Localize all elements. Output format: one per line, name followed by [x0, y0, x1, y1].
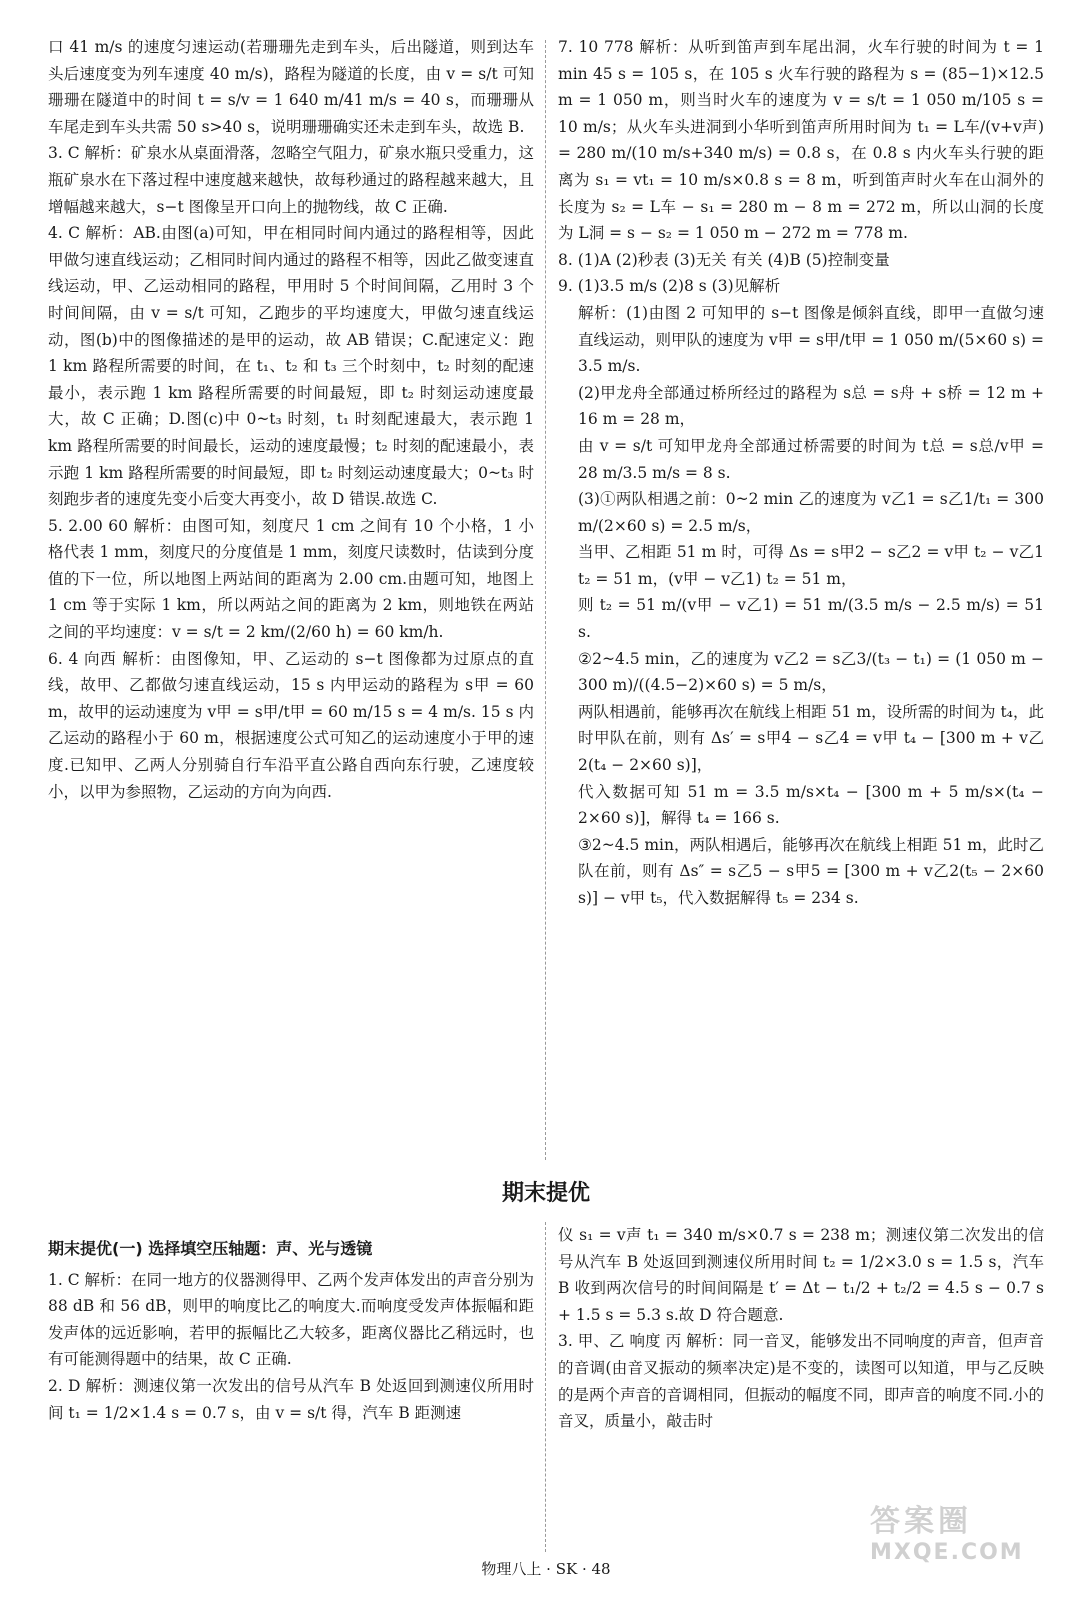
final-answer-2-cont: 仪 s₁ = v声 t₁ = 340 m/s×0.7 s = 238 m；测速仪第二次发出的信号从汽车 B 处返回到测速仪所用时间 t₂ = 1/2×3.0 s = 1.5 s，汽车 B 收到两次信号的时间间隔是 t′ = Δt − t₁/2 + t₂/2 = 4.5 s − 0.7 s + 1.5 s = 5.3 s.故 D 符合题意.	[558, 1226, 1044, 1324]
watermark-text-top: 答案圈	[870, 1504, 972, 1539]
answer-9-part3d: ②2~4.5 min，乙的速度为 v乙2 = s乙3/(t₃ − t₁) = (1 050 m − 300 m)/((4.5−2)×60 s) = 5 m/s，	[578, 649, 1044, 695]
answer-4: 4. C 解析：AB.由图(a)可知，甲在相同时间内通过的路程相等，因此甲做匀速直线运动；乙相同时间内通过的路程不相等，因此乙做变速直线运动，甲、乙运动相同的路程，甲用时 5 个时间间隔，乙用时 3 个时间间隔，由 v = s/t 可知，乙跑步的平均速度大，甲做匀速直线运动，图(b)中的图像描述的是甲的运动，故 AB 错误；C.配速定义：跑 1 km 路程所需要的时间，在 t₁、t₂ 和 t₃ 三个时刻中，t₂ 时刻的配速最小，表示跑 1 km 路程所需要的时间最短，即 t₂ 时刻运动速度最大，故 C 正确；D.图(c)中 0~t₃ 时刻，t₁ 时刻配速最大，表示跑 1 km 路程所需要的时间最长，运动的速度最慢；t₂ 时刻的配速最小，表示跑 1 km 路程所需要的时间最短，即 t₂ 时刻运动速度最大；0~t₃ 时刻跑步者的速度先变小后变大再变小，故 D 错误.故选 C.	[48, 224, 534, 509]
bottom-right-column	[558, 1222, 1044, 1435]
answer-9: 9. (1)3.5 m/s (2)8 s (3)见解析	[558, 277, 781, 296]
column-divider	[545, 40, 546, 1160]
answer-6: 6. 4 向西 解析：由图像知，甲、乙运动的 s−t 图像都为过原点的直线，故甲、乙都做匀速直线运动，15 s 内甲运动的路程为 s甲 = 60 m，故甲的运动速度为 v甲 = s甲/t甲 = 60 m/15 s = 4 m/s. 15 s 内乙运动的路程小于 60 m，根据速度公式可知乙的运动速度小于甲的速度.已知甲、乙两人分别骑自行车沿平直公路自西向东行驶，乙速度较小，以甲为参照物，乙运动的方向为向西.	[48, 649, 534, 801]
answer-9-part1: 解析：(1)由图 2 可知甲的 s−t 图像是倾斜直线，即甲一直做匀速直线运动，则甲队的速度为 v甲 = s甲/t甲 = 1 050 m/(5×60 s) = 3.5 m/s.	[578, 303, 1044, 376]
answer-paragraph: 口 41 m/s 的速度匀速运动(若珊珊先走到车头，后出隧道，则到达车头后速度变为列车速度 40 m/s)，路程为隧道的长度，由 v = s/t 可知珊珊在隧道中的时间 t = s/v = 1 640 m/41 m/s = 40 s，而珊珊从车尾走到车头共需 50 s>40 s，说明珊珊确实还未走到车头，故选 B.	[48, 38, 534, 136]
final-answer-1: 1. C 解析：在同一地方的仪器测得甲、乙两个发声体发出的声音分别为 88 dB 和 56 dB，则甲的响度比乙的响度大.而响度受发声体振幅和距发声体的远近影响，若甲的振幅比乙大较多，距离仪器比乙稍远时，也有可能测得题中的结果，故 C 正确.	[48, 1270, 535, 1369]
right-column	[558, 34, 1044, 912]
watermark-logo	[870, 1496, 1070, 1586]
answer-9-part3c: 则 t₂ = 51 m/(v甲 − v乙1) = 51 m/(3.5 m/s − 2.5 m/s) = 51 s.	[578, 596, 1044, 642]
answer-3: 3. C 解析：矿泉水从桌面滑落，忽略空气阻力，矿泉水瓶只受重力，这瓶矿泉水在下落过程中速度越来越快，故每秒通过的路程越来越大，且增幅越来越大，s−t 图像呈开口向上的抛物线，故 C 正确.	[48, 144, 535, 216]
answer-9-part3g: ③2~4.5 min，两队相遇后，能够再次在航线上相距 51 m，此时乙队在前，则有 Δs″ = s乙5 − s甲5 = [300 m + v乙2(t₅ − 2×60 s)] − v甲 t₅，代入数据解得 t₅ = 234 s.	[578, 835, 1044, 907]
answer-7: 7. 10 778 解析：从听到笛声到车尾出洞，火车行驶的时间为 t = 1 min 45 s = 105 s，在 105 s 火车行驶的路程为 s = (85−1)×12.5 m = 1 050 m，则当时火车的速度为 v = s/t = 1 050 m/105 s = 10 m/s；从火车头进洞到小华听到笛声所用时间为 t₁ = L车/(v+v声) = 280 m/(10 m/s+340 m/s) = 0.8 s，在 0.8 s 内火车头行驶的距离为 s₁ = vt₁ = 10 m/s×0.8 s = 8 m，听到笛声时火车在山洞外的长度为 s₂ = L车 − s₁ = 280 m − 8 m = 272 m，所以山洞的长度为 L洞 = s − s₂ = 1 050 m − 272 m = 778 m.	[558, 38, 1044, 243]
answer-9-part3a: (3)①两队相遇之前：0~2 min 乙的速度为 v乙1 = s乙1/t₁ = 300 m/(2×60 s) = 2.5 m/s，	[578, 490, 1044, 535]
final-answer-2: 2. D 解析：测速仪第一次发出的信号从汽车 B 处返回到测速仪所用时间 t₁ = 1/2×1.4 s = 0.7 s，由 v = s/t 得，汽车 B 距测速	[48, 1376, 534, 1422]
page-footer: 物理八上 · SK · 48	[481, 1560, 611, 1578]
final-answer-3: 3. 甲、乙 响度 丙 解析：同一音叉，能够发出不同响度的声音，但声音的音调(由音叉振动的频率决定)是不变的，读图可以知道，甲与乙反映的是两个声音的音调相同，但振动的幅度不同，即声音的响度不同.小的音叉，质量小，敲击时	[558, 1332, 1044, 1431]
column-divider-bottom	[545, 1222, 546, 1552]
answer-8: 8. (1)A (2)秒表 (3)无关 有关 (4)B (5)控制变量	[558, 250, 890, 269]
answer-9-part2a: (2)甲龙舟全部通过桥所经过的路程为 s总 = s舟 + s桥 = 12 m + 16 m = 28 m，	[578, 383, 1044, 429]
sub-section-title: 期末提优(一) 选择填空压轴题：声、光与透镜	[48, 1239, 373, 1258]
answer-9-part3f: 代入数据可知 51 m = 3.5 m/s×t₄ − [300 m + 5 m/s×(t₄ − 2×60 s)]，解得 t₄ = 166 s.	[578, 782, 1044, 828]
watermark-text-bottom: MXQE.COM	[870, 1540, 1024, 1565]
answer-5: 5. 2.00 60 解析：由图可知，刻度尺 1 cm 之间有 10 个小格，1 小格代表 1 mm，刻度尺的分度值是 1 mm，刻度尺读数时，估读到分度值的下一位，所以地图上两站间的距离为 2.00 cm.由题可知，地图上 1 cm 等于实际 1 km，所以两站之间的距离为 2 km，则地铁在两站之间的平均速度：v = s/t = 2 km/(2/60 h) = 60 km/h.	[48, 516, 534, 642]
bottom-left-column	[48, 1236, 534, 1426]
answer-9-part2b: 由 v = s/t 可知甲龙舟全部通过桥需要的时间为 t总 = s总/v甲 = 28 m/3.5 m/s = 8 s.	[578, 436, 1045, 482]
answer-9-part3b: 当甲、乙相距 51 m 时，可得 Δs = s甲2 − s乙2 = v甲 t₂ − v乙1 t₂ = 51 m，(v甲 − v乙1) t₂ = 51 m，	[578, 543, 1044, 588]
answer-9-part3e: 两队相遇前，能够再次在航线上相距 51 m，设所需的时间为 t₄，此时甲队在前，则有 Δs′ = s甲4 − s乙4 = v甲 t₄ − [300 m + v乙2(t₄ − 2×60 s)]，	[578, 702, 1044, 775]
section-title: 期末提优	[501, 1181, 590, 1206]
left-column	[48, 34, 534, 805]
